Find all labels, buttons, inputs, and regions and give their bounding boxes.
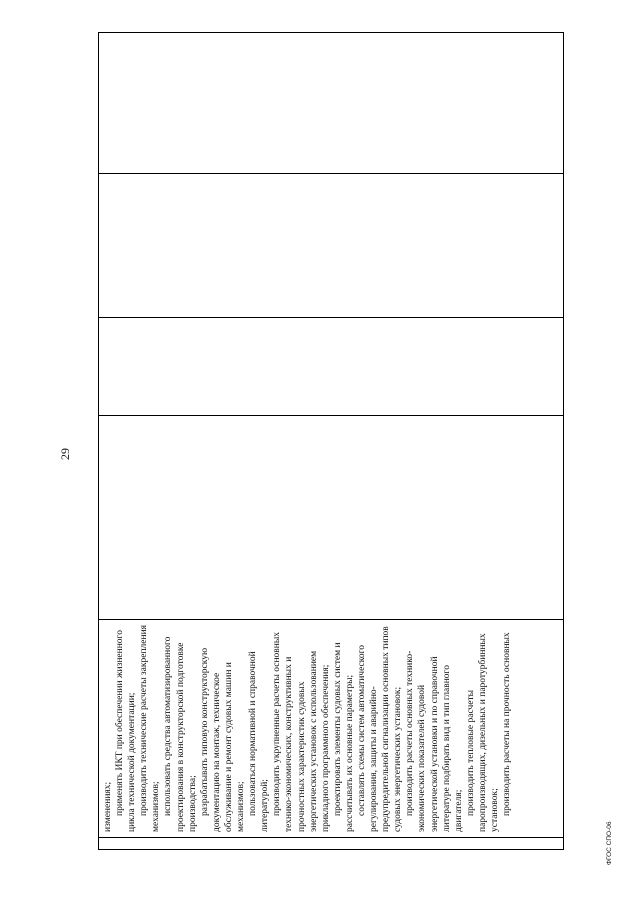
skill-line: составлять схемы систем автоматического: [356, 644, 367, 816]
skill-line: изменениях;: [103, 781, 113, 832]
skill-line: паропроизводящих, дизельных и паротурбинных: [477, 633, 488, 832]
empty-cell-1: [98, 416, 564, 620]
skill-line: технико-экономических, конструктивных и: [284, 656, 295, 832]
skill-line: прикладного программного обеспечения;: [320, 664, 331, 832]
skill-line: рассчитывать их основные параметры;: [344, 674, 355, 832]
skill-line: использовать средства автоматизированного: [163, 636, 174, 816]
skill-line: документацию на монтаж, техническое: [211, 672, 222, 832]
skill-line: производства;: [187, 775, 198, 832]
skill-line: прочностных характеристик судовых: [296, 681, 307, 832]
skill-line: цикла технической документации;: [127, 692, 138, 832]
skill-line: механизмов;: [236, 781, 247, 832]
skill-line: проектирования в конструкторской подготовке: [175, 642, 186, 832]
skill-line: регулирования, защиты и аварийно-: [369, 686, 380, 832]
footer-code: ФГОС СПО-06: [606, 821, 613, 865]
skill-line: механизмов;: [151, 781, 162, 832]
skill-line: разрабатывать типовую конструкторскую: [199, 647, 210, 816]
empty-cell-2: [98, 318, 564, 416]
skills-list: [102, 622, 513, 832]
skill-line: производить технические расчеты закрепления: [139, 624, 150, 816]
skill-line: пользоваться нормативной и справочной: [248, 651, 259, 816]
page-number: 29: [58, 448, 72, 460]
competency-table: [98, 32, 564, 850]
skill-line: предупредительной сигнализации основных типов: [381, 626, 392, 832]
skill-line: производить расчеты основных технико-: [405, 650, 416, 816]
skill-line: энергетической установки и по справочной: [429, 656, 440, 832]
skill-line: экономических показателей судовой: [417, 684, 428, 832]
skill-line: производить тепловые расчеты: [465, 689, 476, 816]
skill-line: установок;: [490, 788, 500, 832]
skill-line: литературой;: [260, 779, 271, 832]
empty-cell-4: [98, 33, 564, 174]
skill-line: судовых энергетических установок;: [393, 686, 404, 832]
skill-line: производить укрупненные расчеты основных: [272, 632, 283, 816]
skill-line: двигателя;: [453, 789, 464, 832]
skill-line: проектировать элементы судовых систем и: [332, 642, 343, 816]
skill-line: энергетических установок с использованием: [308, 650, 319, 832]
skills-cell: [98, 620, 564, 838]
skill-line: обслуживание и ремонт судовых машин и: [223, 662, 234, 832]
empty-cell-3: [98, 174, 564, 318]
table-border-left: [98, 849, 564, 850]
skill-line: применять ИКТ при обеспечении жизненного: [115, 630, 126, 816]
skill-line: литературе подбирать вид и тип главного: [441, 665, 452, 832]
skill-line: производить расчеты на прочность основных: [502, 632, 513, 816]
